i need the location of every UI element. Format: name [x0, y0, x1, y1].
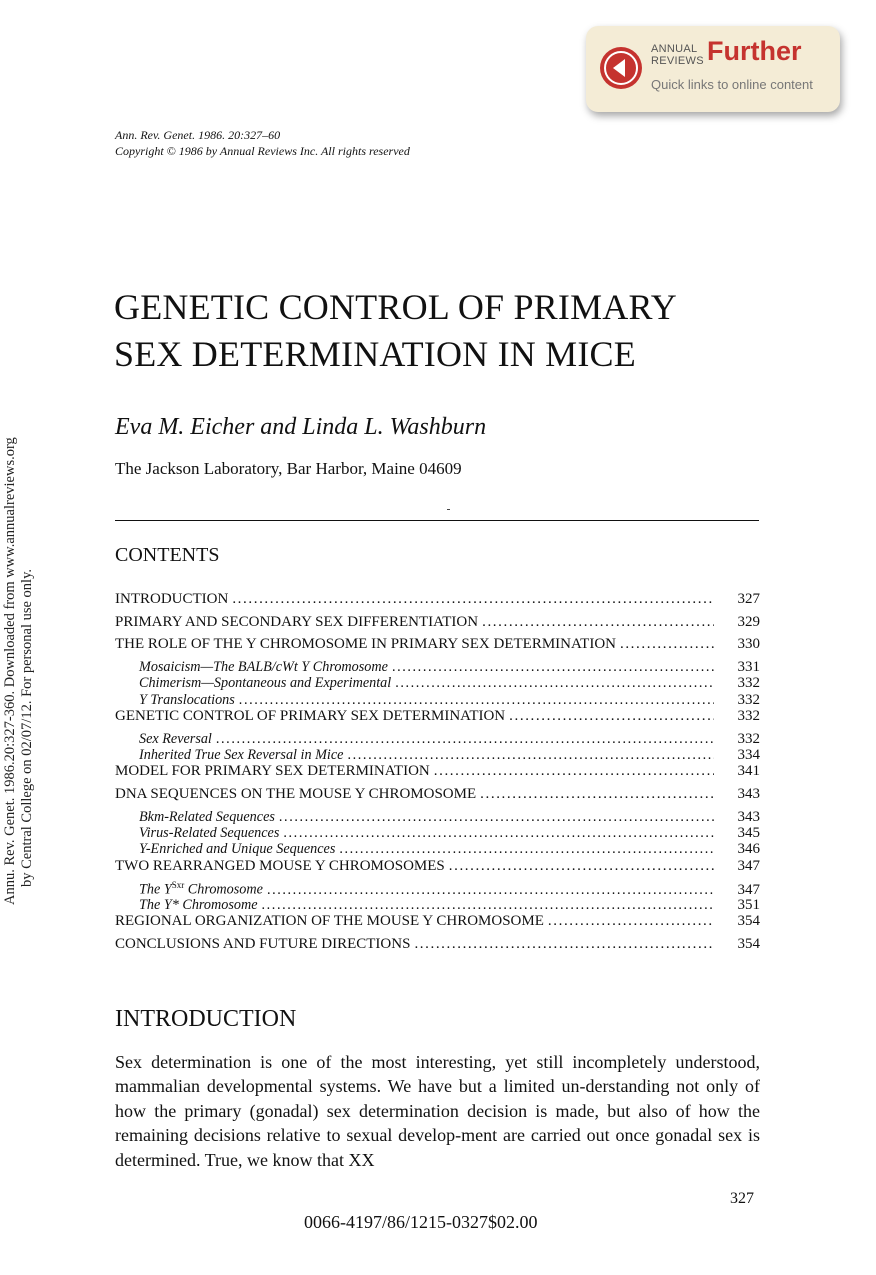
page-number: 327	[730, 1190, 754, 1207]
toc-entry-page: 343	[737, 808, 760, 825]
toc-entry-title: Virus-Related Sequences	[139, 824, 280, 841]
copyright-line: Copyright © 1986 by Annual Reviews Inc. All rights reserved	[115, 144, 410, 158]
toc-entry-page: 347	[737, 857, 760, 874]
download-side-note	[2, 345, 36, 905]
toc-entry	[115, 659, 760, 675]
toc-leader-dots	[392, 659, 714, 676]
toc-entry-page: 332	[737, 707, 760, 724]
toc-entry-title: The $Y^{Sxr}$ Chromosome	[139, 880, 263, 899]
toc-leader-dots	[480, 786, 714, 803]
toc-entry	[115, 880, 760, 899]
badge-further-label: Further	[707, 36, 802, 66]
toc-entry	[115, 825, 760, 841]
toc-entry-title: THE ROLE OF THE Y CHROMOSOME IN PRIMARY SEX DETERMINATION	[115, 636, 616, 653]
footer-code: 0066-4197/86/1215-0327$02.00	[304, 1212, 538, 1232]
toc-entry-title: Chimerism—Spontaneous and Experimental	[139, 675, 392, 692]
toc-entry-page: 354	[737, 935, 760, 952]
toc-entry	[115, 809, 760, 825]
citation-line-1: Ann. Rev. Genet. 1986. 20:327–60	[115, 128, 281, 142]
toc-entry-page: 332	[737, 675, 760, 692]
toc-entry-title: INTRODUCTION	[115, 591, 229, 607]
toc-leader-dots	[347, 747, 714, 764]
toc-entry	[115, 591, 760, 614]
toc-entry	[115, 731, 760, 747]
toc-entry-title: CONCLUSIONS AND FUTURE DIRECTIONS	[115, 935, 411, 952]
toc-entry-page: 327	[737, 591, 760, 607]
toc-entry	[115, 936, 760, 959]
toc-entry-page: 334	[737, 746, 760, 763]
toc-entry-title: Sex Reversal	[139, 730, 212, 747]
toc-entry	[115, 858, 760, 881]
toc-entry	[115, 747, 760, 763]
contents-heading: CONTENTS	[115, 544, 220, 566]
annual-reviews-further-badge[interactable]	[586, 26, 840, 112]
toc-entry	[115, 614, 760, 637]
title-line-1: GENETIC CONTROL OF PRIMARY	[114, 287, 677, 327]
article-title	[114, 284, 774, 378]
toc-entry-page: 347	[737, 882, 760, 899]
title-line-2: SEX DETERMINATION IN MICE	[114, 334, 636, 374]
toc-entry-page: 330	[737, 636, 760, 653]
toc-leader-dots	[395, 675, 714, 692]
toc-entry-page: 331	[737, 658, 760, 675]
scan-speck	[447, 509, 450, 510]
table-of-contents	[115, 591, 760, 958]
toc-leader-dots	[279, 809, 714, 826]
side-note-line-1: Annu. Rev. Genet. 1986.20:327-360. Downloaded from www.annualreviews.org	[2, 437, 18, 905]
toc-entry-title: TWO REARRANGED MOUSE Y CHROMOSOMES	[115, 857, 445, 874]
body-paragraph: Sex determination is one of the most interesting, yet still incompletely understood, mammalian developmental systems. We have but a limited un-derstanding not only of how the primary (gonadal) sex determination decision is made, but also of how the remaining decisions relative to sexual develop-ment are carried out once gonadal sex is determined. True, we know that XX	[115, 1052, 760, 1170]
affiliation: The Jackson Laboratory, Bar Harbor, Maine 04609	[115, 459, 462, 478]
toc-entry	[115, 636, 760, 659]
authors: Eva M. Eicher and Linda L. Washburn	[115, 414, 487, 440]
toc-entry-page: 351	[737, 896, 760, 913]
toc-leader-dots	[339, 841, 714, 858]
toc-entry	[115, 763, 760, 786]
toc-entry	[115, 913, 760, 936]
toc-leader-dots	[449, 858, 714, 875]
toc-entry-title: REGIONAL ORGANIZATION OF THE MOUSE Y CHROMOSOME	[115, 913, 544, 930]
toc-entry-title: GENETIC CONTROL OF PRIMARY SEX DETERMINATION	[115, 707, 506, 724]
toc-entry-page: 343	[737, 785, 760, 802]
toc-entry-page: 354	[737, 913, 760, 930]
toc-entry-title: PRIMARY AND SECONDARY SEX DIFFERENTIATION	[115, 613, 479, 630]
toc-leader-dots	[239, 692, 714, 709]
toc-entry	[115, 708, 760, 731]
toc-entry-title: Y Translocations	[139, 691, 235, 708]
badge-annual-reviews-label: ANNUAL REVIEWS	[651, 43, 704, 67]
toc-entry-page: 329	[737, 613, 760, 630]
toc-leader-dots	[216, 731, 714, 748]
toc-entry	[115, 786, 760, 809]
toc-leader-dots	[232, 591, 714, 608]
toc-leader-dots	[262, 897, 714, 914]
toc-leader-dots	[414, 936, 714, 953]
toc-leader-dots	[434, 763, 714, 780]
toc-entry	[115, 692, 760, 708]
toc-leader-dots	[482, 614, 714, 631]
toc-entry	[115, 675, 760, 691]
section-heading-introduction: INTRODUCTION	[115, 1006, 297, 1032]
toc-entry	[115, 897, 760, 913]
badge-subtitle: Quick links to online content	[651, 77, 813, 92]
toc-entry	[115, 841, 760, 857]
toc-entry-page: 332	[737, 691, 760, 708]
toc-entry-page: 341	[737, 763, 760, 780]
divider-rule	[115, 520, 759, 521]
toc-leader-dots	[283, 825, 714, 842]
toc-entry-title: Y-Enriched and Unique Sequences	[139, 841, 336, 858]
toc-entry-page: 345	[737, 824, 760, 841]
journal-citation	[115, 127, 410, 159]
toc-entry-title: Inherited True Sex Reversal in Mice	[139, 746, 344, 763]
toc-entry-title: The Y* Chromosome	[139, 896, 258, 913]
toc-leader-dots	[509, 708, 714, 725]
toc-entry-title: MODEL FOR PRIMARY SEX DETERMINATION	[115, 763, 430, 780]
toc-leader-dots	[548, 913, 714, 930]
toc-entry-title: Mosaicism—The BALB/cWt Y Chromosome	[139, 658, 388, 675]
toc-entry-page: 332	[737, 730, 760, 747]
side-note-line-2: by Central College on 02/07/12. For personal use only.	[19, 568, 35, 887]
toc-leader-dots	[620, 636, 714, 653]
toc-entry-title: Bkm-Related Sequences	[139, 808, 275, 825]
toc-entry-title: DNA SEQUENCES ON THE MOUSE Y CHROMOSOME	[115, 785, 477, 802]
play-back-icon	[599, 46, 643, 90]
toc-entry-page: 346	[737, 841, 760, 858]
